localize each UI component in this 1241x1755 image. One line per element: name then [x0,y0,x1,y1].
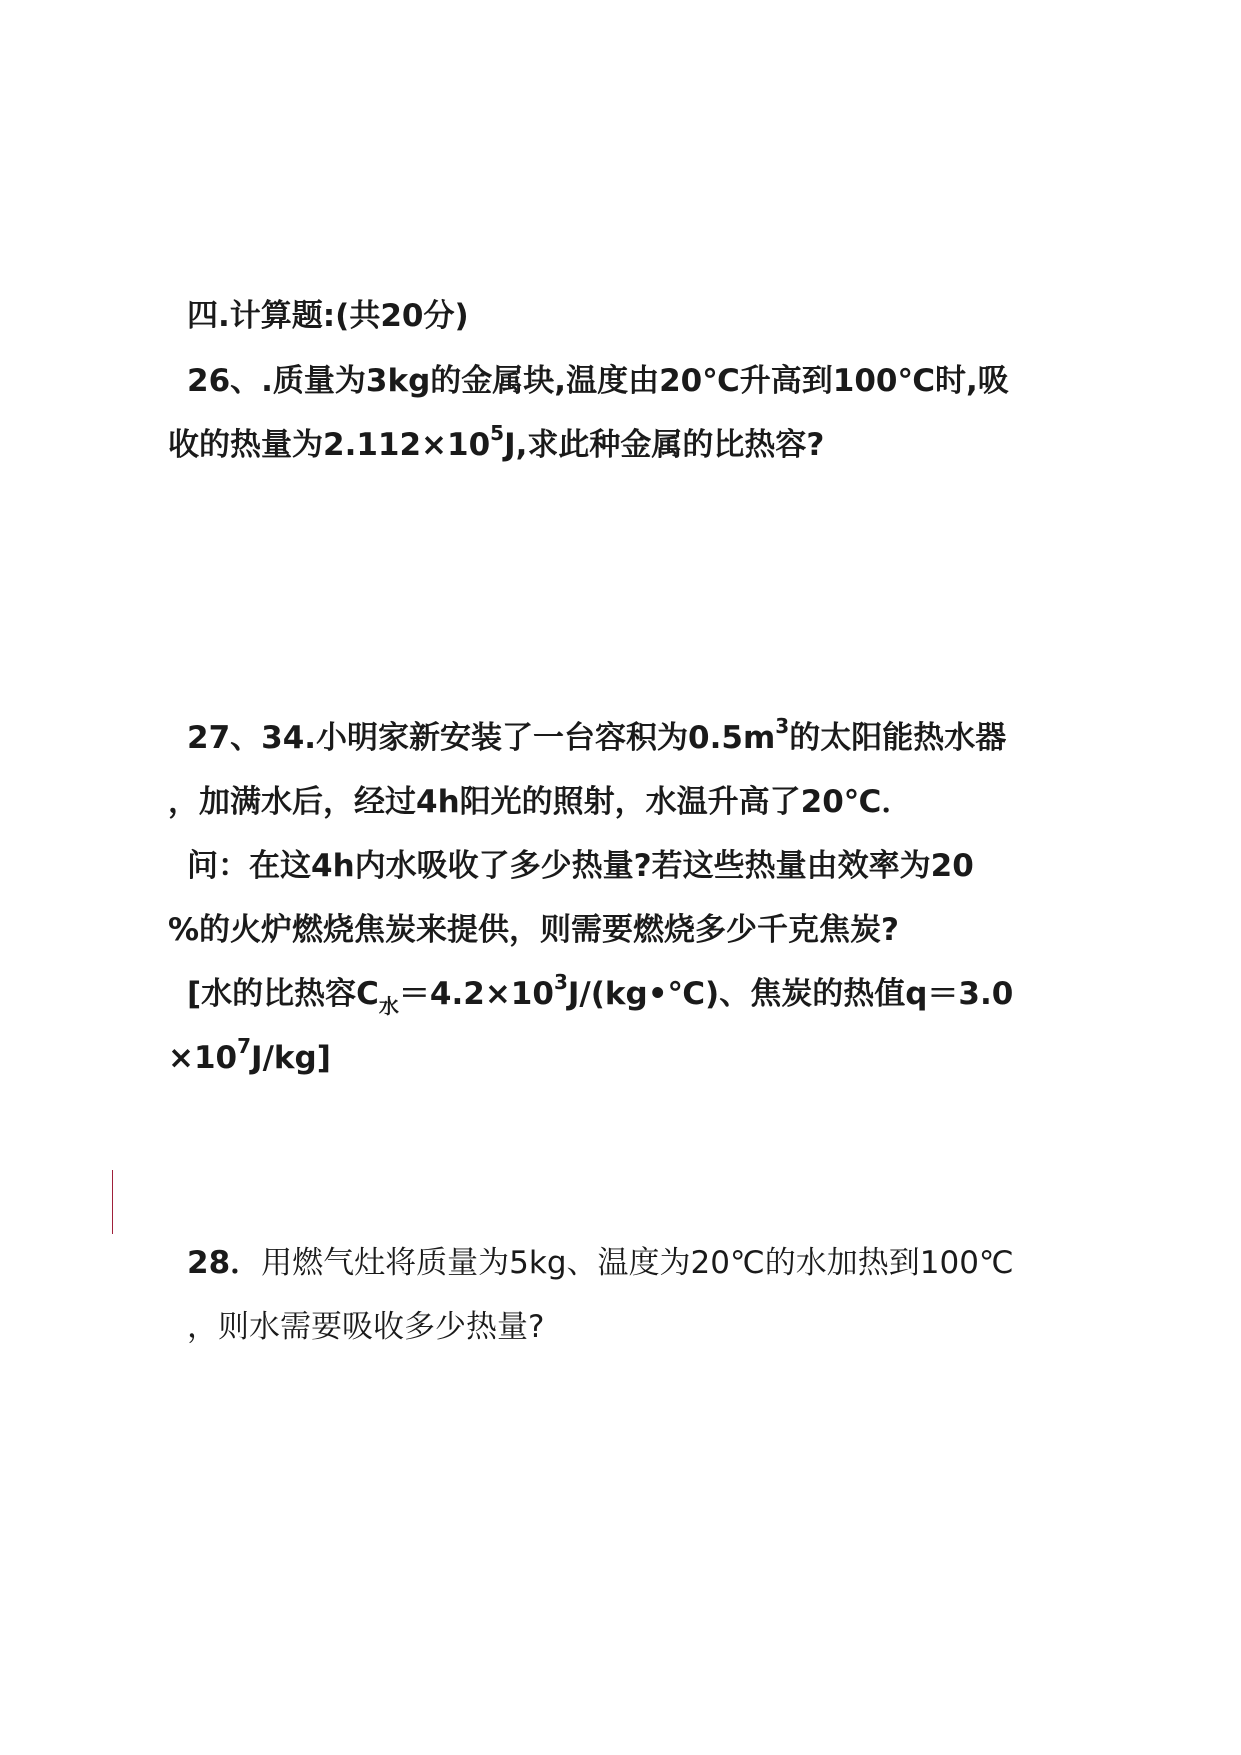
question-27-specific-heat-label: [水的比热容C [187,976,379,1012]
question-27-line-2: ，加满水后，经过4h阳光的照射，水温升高了20℃． [168,784,913,820]
question-27-heat-value-base: ×10 [168,1040,238,1076]
question-26-text-b: J,求此种金属的比热容? [504,427,825,463]
question-27-volume-exponent: 3 [775,713,790,738]
question-27-specific-heat-exponent: 3 [553,969,568,994]
question-27-water-subscript: 水 [378,994,399,1019]
question-27-specific-heat-value: ＝4.2×10 [398,976,554,1012]
question-27-line-6 [168,1033,331,1078]
question-27-line-3: 问：在这4h内水吸收了多少热量?若这些热量由效率为20 [187,848,974,884]
question-28-number: 28． [187,1245,262,1281]
question-27-heat-value-text: J/(kg•℃)、焦炭的热值q＝3.0 [567,976,1014,1012]
section-heading: 四.计算题:(共20分) [187,298,469,334]
question-27-line-4: %的火炉燃烧焦炭来提供，则需要燃烧多少千克焦炭? [168,912,900,948]
question-26-text-a: 收的热量为2.112×10 [168,427,491,463]
question-26-line-1: 26、.质量为3kg的金属块,温度由20℃升高到100℃时,吸 [187,363,1009,399]
question-27-text-a: 27、34.小明家新安装了一台容积为0.5m [187,720,776,756]
question-28-line-2: ，则水需要吸收多少热量? [187,1309,545,1345]
question-27-heat-value-exponent: 7 [237,1033,252,1058]
question-27-text-b: 的太阳能热水器 [789,720,1007,756]
question-28-text: 用燃气灶将质量为5kg、温度为20℃的水加热到100℃ [261,1245,1014,1281]
question-27-line-5 [187,969,1014,1019]
question-26-exponent: 5 [490,420,505,445]
margin-bar [112,1170,113,1234]
question-28-line-1 [187,1243,1014,1283]
question-27-line-1 [187,713,1007,758]
question-26-line-2 [168,420,825,465]
question-27-heat-value-unit: J/kg] [251,1040,331,1076]
